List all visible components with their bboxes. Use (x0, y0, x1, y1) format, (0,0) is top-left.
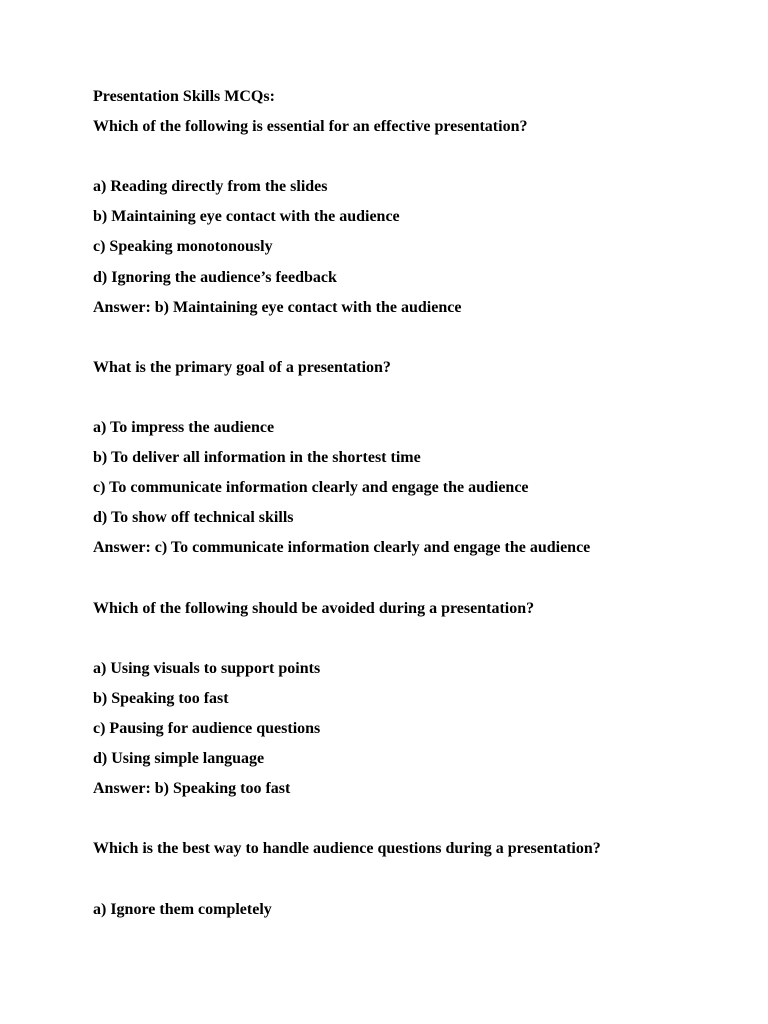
option-c: c) To communicate information clearly and engage the audience (93, 479, 529, 497)
document-body (93, 86, 733, 929)
option-d: d) To show off technical skills (93, 509, 294, 527)
option-a: a) To impress the audience (93, 419, 275, 437)
answer-line: Answer: b) Maintaining eye contact with the audience (93, 298, 462, 316)
answer-line: Answer: c) To communicate information clearly and engage the audience (93, 539, 591, 557)
option-b: b) Maintaining eye contact with the audience (93, 208, 400, 226)
question-text: What is the primary goal of a presentation? (93, 358, 391, 376)
document-title: Presentation Skills MCQs: (93, 88, 275, 105)
option-a: a) Ignore them completely (93, 900, 272, 918)
blank-line (93, 628, 733, 658)
question-text: Which of the following is essential for an effective presentation? (93, 118, 528, 136)
question-text: Which of the following should be avoided during a presentation? (93, 599, 535, 617)
question-text: Which is the best way to handle audience questions during a presentation? (93, 840, 601, 858)
blank-line (93, 868, 733, 898)
option-d: d) Using simple language (93, 750, 265, 768)
option-b: b) Speaking too fast (93, 689, 229, 707)
option-a: a) Reading directly from the slides (93, 178, 328, 196)
option-c: c) Speaking monotonously (93, 238, 273, 256)
blank-line (93, 327, 733, 357)
answer-line: Answer: b) Speaking too fast (93, 780, 291, 798)
option-d: d) Ignoring the audience’s feedback (93, 268, 337, 286)
option-b: b) To deliver all information in the shortest time (93, 449, 421, 467)
blank-line (93, 387, 733, 417)
option-a: a) Using visuals to support points (93, 659, 321, 677)
blank-line (93, 568, 733, 598)
blank-line (93, 146, 733, 176)
blank-line (93, 808, 733, 838)
option-c: c) Pausing for audience questions (93, 719, 321, 737)
